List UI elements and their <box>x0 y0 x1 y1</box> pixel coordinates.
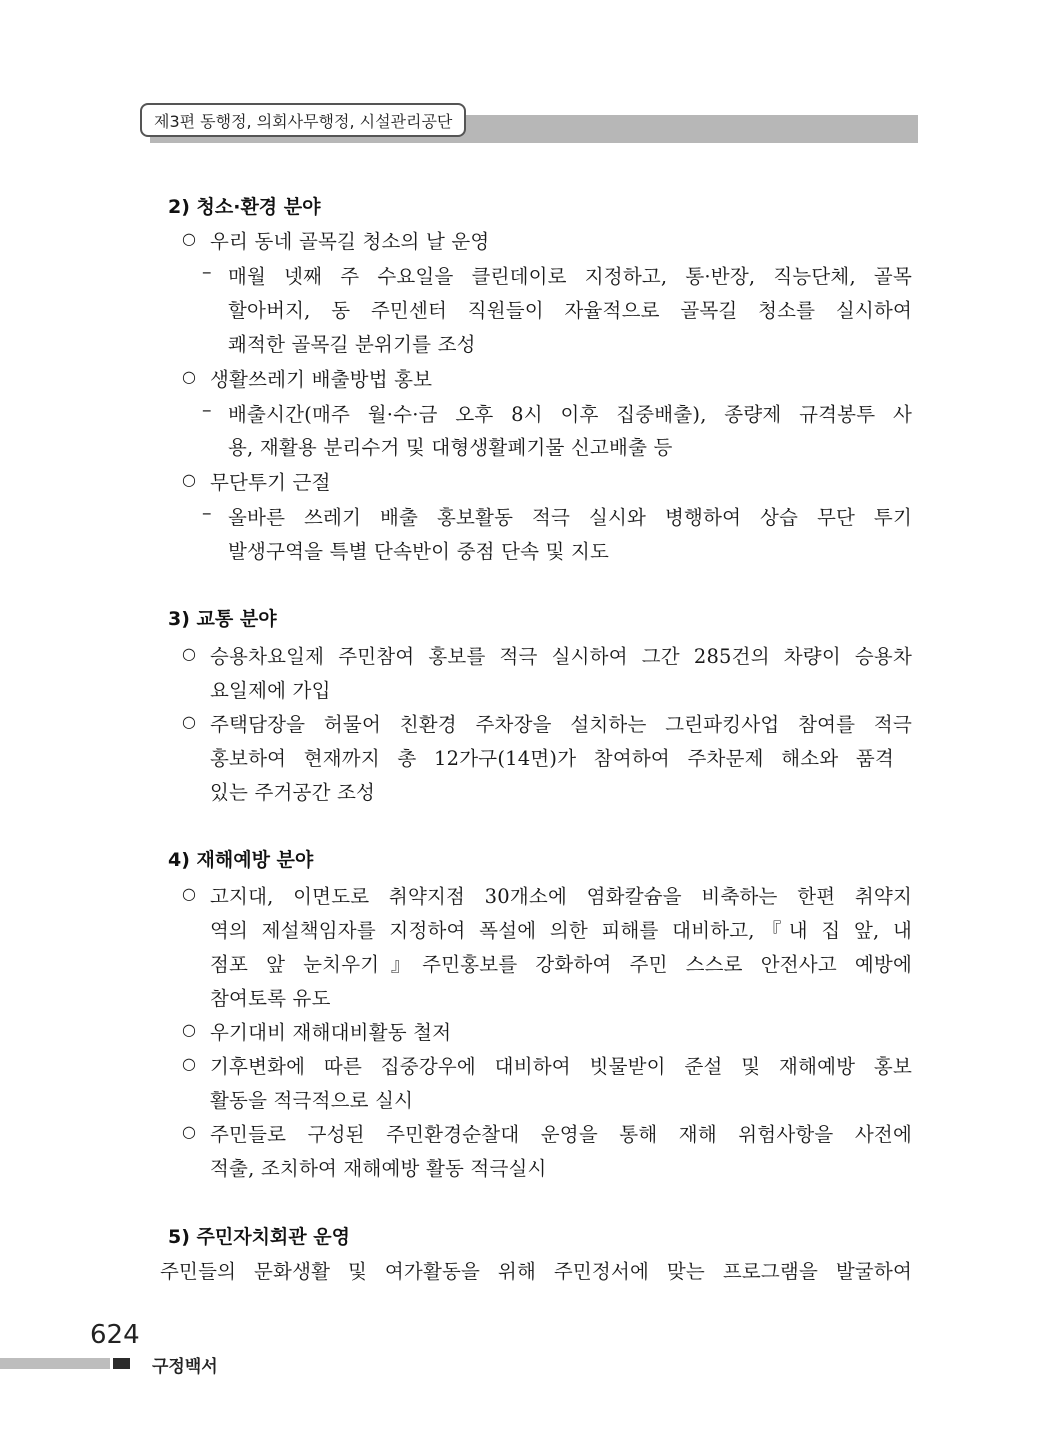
bullet-text: 승용차요일제 주민참여 홍보를 적극 실시하여 그간 285건의 차량이 승용차 <box>210 645 912 668</box>
dash-text: 발생구역을 특별 단속반이 중점 단속 및 지도 <box>228 540 610 563</box>
bullet-text: 무단투기 근절 <box>210 471 331 494</box>
dash-text: 할아버지, 동 주민센터 직원들이 자율적으로 골목길 청소를 실시하여 <box>228 299 912 322</box>
bullet-mark: ○ <box>182 712 196 731</box>
footer-book-title: 구정백서 <box>152 1357 218 1377</box>
footer-bar <box>0 1358 110 1369</box>
dash-mark: – <box>202 399 212 421</box>
bullet-mark: ○ <box>182 229 196 248</box>
dash-text: 용, 재활용 분리수거 및 대형생활폐기물 신고배출 등 <box>228 436 673 459</box>
bullet-text: 고지대, 이면도로 취약지점 30개소에 염화칼슘을 비축하는 한편 취약지 <box>210 885 912 908</box>
bullet-text: 요일제에 가입 <box>210 679 331 702</box>
dash-text: 배출시간(매주 월·수·금 오후 8시 이후 집중배출), 종량제 규격봉투 사 <box>228 403 912 426</box>
bullet-text: 생활쓰레기 배출방법 홍보 <box>210 368 433 391</box>
bullet-text: 점포 앞 눈치우기』주민홍보를 강화하여 주민 스스로 안전사고 예방에 <box>210 953 912 976</box>
bullet-mark: ○ <box>182 470 196 489</box>
dash-text: 올바른 쓰레기 배출 홍보활동 적극 실시와 병행하여 상습 무단 투기 <box>228 506 912 529</box>
section-title-cleaning: 2) 청소·환경 분야 <box>168 196 321 218</box>
bullet-mark: ○ <box>182 367 196 386</box>
section-title-traffic: 3) 교통 분야 <box>168 608 277 630</box>
bullet-text: 있는 주거공간 조성 <box>210 781 376 804</box>
footer-square <box>113 1358 130 1369</box>
bullet-text: 우기대비 재해대비활동 철저 <box>210 1021 452 1044</box>
bullet-text: 홍보하여 현재까지 총 12가구(14면)가 참여하여 주차문제 해소와 품격 <box>210 747 894 770</box>
bullet-text: 활동을 적극적으로 실시 <box>210 1089 414 1112</box>
section-title-community-center: 5) 주민자치회관 운영 <box>168 1226 350 1248</box>
section-title-disaster: 4) 재해예방 분야 <box>168 849 314 871</box>
dash-mark: – <box>202 261 212 283</box>
bullet-mark: ○ <box>182 1020 196 1039</box>
bullet-text: 적출, 조치하여 재해예방 활동 적극실시 <box>210 1157 547 1180</box>
header-title: 제3편 동행정, 의회사무행정, 시설관리공단 <box>140 103 466 137</box>
bullet-text: 주택담장을 허물어 친환경 주차장을 설치하는 그린파킹사업 참여를 적극 <box>210 713 912 736</box>
bullet-mark: ○ <box>182 1122 196 1141</box>
bullet-text: 기후변화에 따른 집중강우에 대비하여 빗물받이 준설 및 재해예방 홍보 <box>210 1055 912 1078</box>
bullet-text: 주민들로 구성된 주민환경순찰대 운영을 통해 재해 위험사항을 사전에 <box>210 1123 912 1146</box>
dash-text: 매월 넷째 주 수요일을 클린데이로 지정하고, 통·반장, 직능단체, 골목 <box>228 265 912 288</box>
bullet-mark: ○ <box>182 644 196 663</box>
bullet-text: 우리 동네 골목길 청소의 날 운영 <box>210 230 490 253</box>
bullet-mark: ○ <box>182 1054 196 1073</box>
paragraph-text: 주민들의 문화생활 및 여가활동을 위해 주민정서에 맞는 프로그램을 발굴하여 <box>160 1260 912 1283</box>
bullet-text: 역의 제설책임자를 지정하여 폭설에 의한 피해를 대비하고,『내 집 앞, 내 <box>210 919 912 942</box>
bullet-text: 참여토록 유도 <box>210 987 331 1010</box>
bullet-mark: ○ <box>182 884 196 903</box>
page-number: 624 <box>90 1320 140 1350</box>
dash-text: 쾌적한 골목길 분위기를 조성 <box>228 333 476 356</box>
dash-mark: – <box>202 502 212 524</box>
